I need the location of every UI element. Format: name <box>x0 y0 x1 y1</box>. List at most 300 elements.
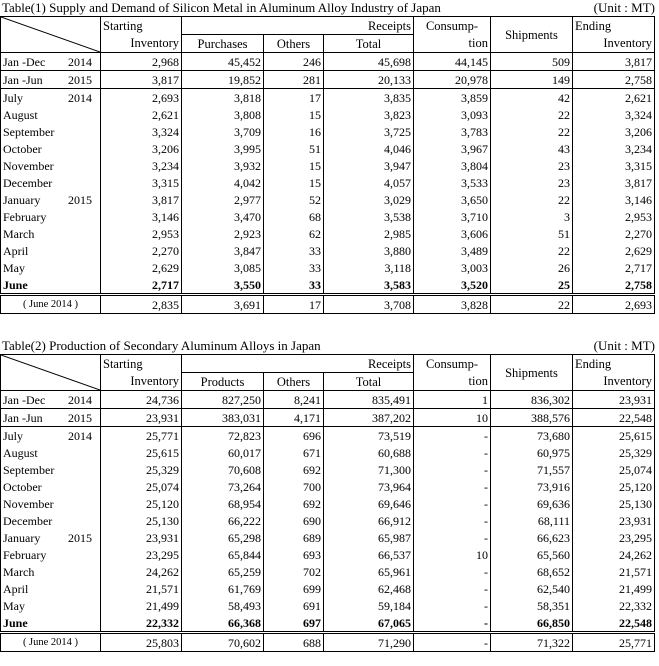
cell-starting-inventory: 23,931 <box>101 409 182 427</box>
cell-receipts-total: 65,987 <box>324 529 414 546</box>
cell-consumption: 3,967 <box>414 140 491 157</box>
diagonal-line-icon <box>1 17 100 52</box>
cell-ending-inventory: 23,931 <box>573 391 655 409</box>
cell-starting-inventory: 3,817 <box>101 71 182 89</box>
cell-ending-inventory: 25,074 <box>573 461 655 478</box>
cell-consumption: - <box>414 580 491 597</box>
cell-ending-inventory: 25,329 <box>573 444 655 461</box>
cell-starting-inventory: 25,771 <box>101 427 182 445</box>
cell-ending-inventory: 23,295 <box>573 529 655 546</box>
row-label <box>1 71 101 89</box>
cell-consumption: - <box>414 597 491 614</box>
row-period: February <box>3 547 47 562</box>
table-row <box>1 140 655 157</box>
cell-starting-inventory: 3,146 <box>101 208 182 225</box>
comparison-row <box>1 295 655 314</box>
cell-starting-inventory: 2,835 <box>101 295 182 314</box>
row-label <box>1 89 101 107</box>
cell-consumption: 3,783 <box>414 123 491 140</box>
cell-receipts-total: 71,300 <box>324 461 414 478</box>
cell-ending-inventory: 2,621 <box>573 89 655 107</box>
cell-receipts-others: 16 <box>264 123 324 140</box>
cell-receipts-sub1: 45,452 <box>182 53 264 71</box>
row-year: 2014 <box>68 428 92 443</box>
row-year: 2015 <box>68 530 92 545</box>
cell-receipts-total: 73,964 <box>324 478 414 495</box>
cell-receipts-total: 387,202 <box>324 409 414 427</box>
cell-ending-inventory: 25,130 <box>573 495 655 512</box>
cell-shipments: 73,680 <box>491 427 573 445</box>
cell-receipts-total: 3,947 <box>324 157 414 174</box>
cell-shipments: 22 <box>491 242 573 259</box>
cell-receipts-sub1: 65,259 <box>182 563 264 580</box>
cell-shipments: 388,576 <box>491 409 573 427</box>
diagonal-line-icon <box>1 355 100 390</box>
header-consumption-top: Consump- <box>414 17 491 35</box>
row-period: March <box>3 564 35 579</box>
row-label <box>1 461 101 478</box>
table-title: Table(1) Supply and Demand of Silicon Metal in Aluminum Alloy Industry of Japan <box>2 0 441 15</box>
row-label <box>1 546 101 563</box>
cell-ending-inventory: 21,571 <box>573 563 655 580</box>
cell-receipts-total: 3,835 <box>324 89 414 107</box>
comparison-row <box>1 633 655 652</box>
cell-shipments: 65,560 <box>491 546 573 563</box>
cell-receipts-sub1: 65,844 <box>182 546 264 563</box>
table-row <box>1 614 655 633</box>
cell-receipts-total: 66,537 <box>324 546 414 563</box>
cell-receipts-total: 3,538 <box>324 208 414 225</box>
cell-receipts-total: 62,468 <box>324 580 414 597</box>
row-period: February <box>3 209 47 224</box>
cell-receipts-total: 73,519 <box>324 427 414 445</box>
row-period: September <box>3 462 55 477</box>
header-sub2: Others <box>264 373 324 391</box>
row-period: July <box>3 90 24 105</box>
cell-receipts-others: 281 <box>264 71 324 89</box>
table-row <box>1 563 655 580</box>
cell-consumption: 10 <box>414 546 491 563</box>
row-label <box>1 242 101 259</box>
table-row <box>1 71 655 89</box>
row-label <box>1 391 101 409</box>
cell-receipts-total: 3,583 <box>324 276 414 295</box>
cell-receipts-total: 3,823 <box>324 106 414 123</box>
cell-receipts-total: 65,961 <box>324 563 414 580</box>
cell-consumption: 3,489 <box>414 242 491 259</box>
cell-starting-inventory: 2,717 <box>101 276 182 295</box>
cell-ending-inventory: 2,758 <box>573 71 655 89</box>
row-year: 2015 <box>68 410 92 425</box>
cell-receipts-total: 2,985 <box>324 225 414 242</box>
cell-receipts-total: 835,491 <box>324 391 414 409</box>
table-row <box>1 495 655 512</box>
cell-ending-inventory: 25,120 <box>573 478 655 495</box>
cell-shipments: 23 <box>491 174 573 191</box>
corner-diagonal-cell <box>1 355 101 391</box>
cell-starting-inventory: 23,295 <box>101 546 182 563</box>
cell-starting-inventory: 25,120 <box>101 495 182 512</box>
row-period: December <box>3 175 53 190</box>
cell-receipts-sub1: 72,823 <box>182 427 264 445</box>
cell-receipts-others: 52 <box>264 191 324 208</box>
cell-receipts-total: 4,046 <box>324 140 414 157</box>
cell-receipts-sub1: 68,954 <box>182 495 264 512</box>
cell-consumption: 3,533 <box>414 174 491 191</box>
cell-shipments: 66,623 <box>491 529 573 546</box>
row-label <box>1 580 101 597</box>
cell-receipts-sub1: 3,995 <box>182 140 264 157</box>
cell-receipts-total: 4,057 <box>324 174 414 191</box>
header-sub3: Total <box>324 373 414 391</box>
cell-shipments: 68,652 <box>491 563 573 580</box>
cell-shipments: 73,916 <box>491 478 573 495</box>
cell-ending-inventory: 3,206 <box>573 123 655 140</box>
cell-ending-inventory: 25,771 <box>573 633 655 652</box>
row-label <box>1 512 101 529</box>
cell-receipts-others: 697 <box>264 614 324 633</box>
cell-consumption: 3,828 <box>414 295 491 314</box>
header-sub1: Products <box>182 373 264 391</box>
cell-starting-inventory: 2,693 <box>101 89 182 107</box>
cell-receipts-sub1: 65,298 <box>182 529 264 546</box>
cell-shipments: 22 <box>491 106 573 123</box>
header-starting-top: Starting <box>101 355 182 373</box>
cell-receipts-total: 3,880 <box>324 242 414 259</box>
cell-consumption: 20,978 <box>414 71 491 89</box>
cell-receipts-others: 246 <box>264 53 324 71</box>
table-row <box>1 106 655 123</box>
cell-receipts-sub1: 3,691 <box>182 295 264 314</box>
cell-shipments: 22 <box>491 295 573 314</box>
cell-starting-inventory: 3,817 <box>101 191 182 208</box>
cell-consumption: 10 <box>414 409 491 427</box>
cell-starting-inventory: 25,615 <box>101 444 182 461</box>
cell-starting-inventory: 21,571 <box>101 580 182 597</box>
cell-receipts-sub1: 3,550 <box>182 276 264 295</box>
row-label <box>1 259 101 276</box>
cell-starting-inventory: 25,074 <box>101 478 182 495</box>
cell-consumption: 3,859 <box>414 89 491 107</box>
cell-consumption: - <box>414 633 491 652</box>
row-label <box>1 563 101 580</box>
cell-receipts-sub1: 58,493 <box>182 597 264 614</box>
cell-ending-inventory: 3,315 <box>573 157 655 174</box>
cell-receipts-total: 3,708 <box>324 295 414 314</box>
row-label <box>1 225 101 242</box>
table-row <box>1 409 655 427</box>
cell-receipts-others: 15 <box>264 157 324 174</box>
cell-starting-inventory: 24,736 <box>101 391 182 409</box>
table-row <box>1 191 655 208</box>
header-sub1: Purchases <box>182 35 264 53</box>
cell-ending-inventory: 2,717 <box>573 259 655 276</box>
cell-shipments: 25 <box>491 276 573 295</box>
cell-receipts-sub1: 383,031 <box>182 409 264 427</box>
cell-consumption: 3,804 <box>414 157 491 174</box>
table-row <box>1 53 655 71</box>
cell-receipts-total: 3,725 <box>324 123 414 140</box>
cell-starting-inventory: 3,234 <box>101 157 182 174</box>
row-label <box>1 409 101 427</box>
cell-receipts-total: 20,133 <box>324 71 414 89</box>
row-year: 2014 <box>68 90 92 105</box>
row-label <box>1 157 101 174</box>
cell-consumption: - <box>414 529 491 546</box>
cell-starting-inventory: 24,262 <box>101 563 182 580</box>
cell-shipments: 43 <box>491 140 573 157</box>
cell-starting-inventory: 25,803 <box>101 633 182 652</box>
cell-receipts-others: 33 <box>264 276 324 295</box>
header-receipts: Receipts <box>182 355 414 373</box>
cell-receipts-others: 8,241 <box>264 391 324 409</box>
cell-receipts-sub1: 3,818 <box>182 89 264 107</box>
cell-shipments: 62,540 <box>491 580 573 597</box>
table-title: Table(2) Production of Secondary Aluminum Alloys in Japan <box>2 338 321 353</box>
row-period: July <box>3 428 24 443</box>
cell-receipts-sub1: 73,264 <box>182 478 264 495</box>
table-title-row <box>0 0 655 16</box>
row-period: May <box>3 260 25 275</box>
row-period: May <box>3 598 25 613</box>
header-starting-bottom: Inventory <box>101 373 182 391</box>
cell-receipts-sub1: 60,017 <box>182 444 264 461</box>
table-row <box>1 391 655 409</box>
table-row <box>1 242 655 259</box>
header-ending-top: Ending <box>573 355 655 373</box>
cell-receipts-others: 693 <box>264 546 324 563</box>
cell-receipts-total: 3,029 <box>324 191 414 208</box>
cell-receipts-others: 700 <box>264 478 324 495</box>
row-year: 2015 <box>68 72 92 87</box>
cell-ending-inventory: 2,270 <box>573 225 655 242</box>
row-period: August <box>3 445 38 460</box>
cell-receipts-others: 692 <box>264 495 324 512</box>
row-period: September <box>3 124 55 139</box>
cell-receipts-sub1: 66,368 <box>182 614 264 633</box>
table-row <box>1 89 655 107</box>
comparison-label: ( June 2014 ) <box>1 633 101 652</box>
cell-receipts-total: 59,184 <box>324 597 414 614</box>
table-row <box>1 597 655 614</box>
table-row <box>1 546 655 563</box>
row-period: August <box>3 107 38 122</box>
row-period: November <box>3 158 54 173</box>
cell-shipments: 68,111 <box>491 512 573 529</box>
cell-receipts-sub1: 2,977 <box>182 191 264 208</box>
row-period: January <box>3 192 41 207</box>
cell-consumption: 3,093 <box>414 106 491 123</box>
cell-receipts-others: 15 <box>264 174 324 191</box>
cell-shipments: 51 <box>491 225 573 242</box>
cell-shipments: 42 <box>491 89 573 107</box>
table-row <box>1 157 655 174</box>
cell-starting-inventory: 25,130 <box>101 512 182 529</box>
row-period: June <box>3 615 28 630</box>
cell-receipts-total: 67,065 <box>324 614 414 633</box>
cell-starting-inventory: 21,499 <box>101 597 182 614</box>
comparison-label: ( June 2014 ) <box>1 295 101 314</box>
cell-consumption: 3,003 <box>414 259 491 276</box>
cell-receipts-sub1: 3,470 <box>182 208 264 225</box>
cell-receipts-sub1: 2,923 <box>182 225 264 242</box>
table-row <box>1 529 655 546</box>
cell-starting-inventory: 25,329 <box>101 461 182 478</box>
cell-consumption: - <box>414 495 491 512</box>
cell-receipts-total: 3,118 <box>324 259 414 276</box>
cell-consumption: - <box>414 478 491 495</box>
row-year: 2014 <box>68 392 92 407</box>
cell-starting-inventory: 2,270 <box>101 242 182 259</box>
cell-receipts-total: 45,698 <box>324 53 414 71</box>
cell-ending-inventory: 2,953 <box>573 208 655 225</box>
header-starting-bottom: Inventory <box>101 35 182 53</box>
header-sub3: Total <box>324 35 414 53</box>
row-label <box>1 276 101 295</box>
header-consumption-bottom: tion <box>414 35 491 53</box>
cell-shipments: 71,557 <box>491 461 573 478</box>
cell-receipts-others: 691 <box>264 597 324 614</box>
header-sub2: Others <box>264 35 324 53</box>
cell-receipts-others: 33 <box>264 259 324 276</box>
cell-shipments: 58,351 <box>491 597 573 614</box>
cell-receipts-others: 68 <box>264 208 324 225</box>
cell-receipts-sub1: 4,042 <box>182 174 264 191</box>
row-period: October <box>3 141 42 156</box>
row-period: October <box>3 479 42 494</box>
row-label <box>1 191 101 208</box>
cell-receipts-total: 69,646 <box>324 495 414 512</box>
row-year: 2014 <box>68 54 92 69</box>
cell-consumption: 3,650 <box>414 191 491 208</box>
row-label <box>1 123 101 140</box>
cell-receipts-others: 671 <box>264 444 324 461</box>
cell-receipts-others: 51 <box>264 140 324 157</box>
cell-starting-inventory: 3,324 <box>101 123 182 140</box>
cell-receipts-others: 699 <box>264 580 324 597</box>
row-period: April <box>3 581 29 596</box>
cell-receipts-sub1: 3,709 <box>182 123 264 140</box>
row-period: June <box>3 277 28 292</box>
cell-receipts-others: 33 <box>264 242 324 259</box>
cell-receipts-others: 17 <box>264 295 324 314</box>
cell-receipts-others: 17 <box>264 89 324 107</box>
cell-consumption: 3,606 <box>414 225 491 242</box>
row-period: January <box>3 530 41 545</box>
cell-shipments: 23 <box>491 157 573 174</box>
cell-starting-inventory: 2,629 <box>101 259 182 276</box>
cell-ending-inventory: 21,499 <box>573 580 655 597</box>
row-label <box>1 444 101 461</box>
cell-shipments: 60,975 <box>491 444 573 461</box>
cell-receipts-sub1: 827,250 <box>182 391 264 409</box>
cell-receipts-sub1: 3,847 <box>182 242 264 259</box>
cell-receipts-sub1: 3,808 <box>182 106 264 123</box>
cell-receipts-others: 689 <box>264 529 324 546</box>
data-table <box>0 16 655 314</box>
cell-receipts-others: 692 <box>264 461 324 478</box>
cell-shipments: 836,302 <box>491 391 573 409</box>
header-starting-top: Starting <box>101 17 182 35</box>
cell-ending-inventory: 3,817 <box>573 174 655 191</box>
table-title-row <box>0 338 655 354</box>
cell-consumption: 1 <box>414 391 491 409</box>
row-period: Jan -Jun <box>3 72 43 87</box>
cell-receipts-others: 15 <box>264 106 324 123</box>
cell-shipments: 22 <box>491 191 573 208</box>
cell-shipments: 509 <box>491 53 573 71</box>
cell-shipments: 149 <box>491 71 573 89</box>
cell-consumption: 3,710 <box>414 208 491 225</box>
cell-receipts-others: 62 <box>264 225 324 242</box>
cell-ending-inventory: 3,817 <box>573 53 655 71</box>
cell-ending-inventory: 23,931 <box>573 512 655 529</box>
row-label <box>1 529 101 546</box>
cell-starting-inventory: 2,968 <box>101 53 182 71</box>
cell-receipts-sub1: 19,852 <box>182 71 264 89</box>
cell-receipts-others: 690 <box>264 512 324 529</box>
data-table <box>0 354 655 652</box>
unit-label: (Unit : MT) <box>593 0 655 15</box>
cell-consumption: 44,145 <box>414 53 491 71</box>
unit-label: (Unit : MT) <box>593 338 655 353</box>
cell-receipts-total: 60,688 <box>324 444 414 461</box>
row-label <box>1 106 101 123</box>
row-label <box>1 495 101 512</box>
cell-consumption: 3,520 <box>414 276 491 295</box>
row-label <box>1 208 101 225</box>
cell-ending-inventory: 2,693 <box>573 295 655 314</box>
cell-shipments: 26 <box>491 259 573 276</box>
cell-receipts-sub1: 61,769 <box>182 580 264 597</box>
row-period: Jan -Dec <box>3 54 46 69</box>
header-shipments: Shipments <box>491 355 573 391</box>
cell-starting-inventory: 3,206 <box>101 140 182 157</box>
row-label <box>1 597 101 614</box>
cell-ending-inventory: 3,146 <box>573 191 655 208</box>
cell-ending-inventory: 22,548 <box>573 614 655 633</box>
header-ending-bottom: Inventory <box>573 35 655 53</box>
table-row <box>1 259 655 276</box>
cell-receipts-others: 4,171 <box>264 409 324 427</box>
cell-receipts-sub1: 66,222 <box>182 512 264 529</box>
row-period: April <box>3 243 29 258</box>
row-label <box>1 140 101 157</box>
table-row <box>1 461 655 478</box>
row-label <box>1 614 101 633</box>
cell-receipts-sub1: 3,932 <box>182 157 264 174</box>
table-row <box>1 225 655 242</box>
cell-receipts-others: 696 <box>264 427 324 445</box>
row-period: Jan -Jun <box>3 410 43 425</box>
cell-receipts-sub1: 3,085 <box>182 259 264 276</box>
cell-starting-inventory: 3,315 <box>101 174 182 191</box>
header-ending-bottom: Inventory <box>573 373 655 391</box>
row-period: March <box>3 226 35 241</box>
header-receipts: Receipts <box>182 17 414 35</box>
cell-consumption: - <box>414 512 491 529</box>
row-period: Jan -Dec <box>3 392 46 407</box>
cell-shipments: 22 <box>491 123 573 140</box>
cell-ending-inventory: 3,324 <box>573 106 655 123</box>
row-period: December <box>3 513 53 528</box>
cell-starting-inventory: 23,931 <box>101 529 182 546</box>
table-row <box>1 427 655 445</box>
row-label <box>1 478 101 495</box>
cell-receipts-total: 71,290 <box>324 633 414 652</box>
cell-consumption: - <box>414 614 491 633</box>
cell-ending-inventory: 22,332 <box>573 597 655 614</box>
